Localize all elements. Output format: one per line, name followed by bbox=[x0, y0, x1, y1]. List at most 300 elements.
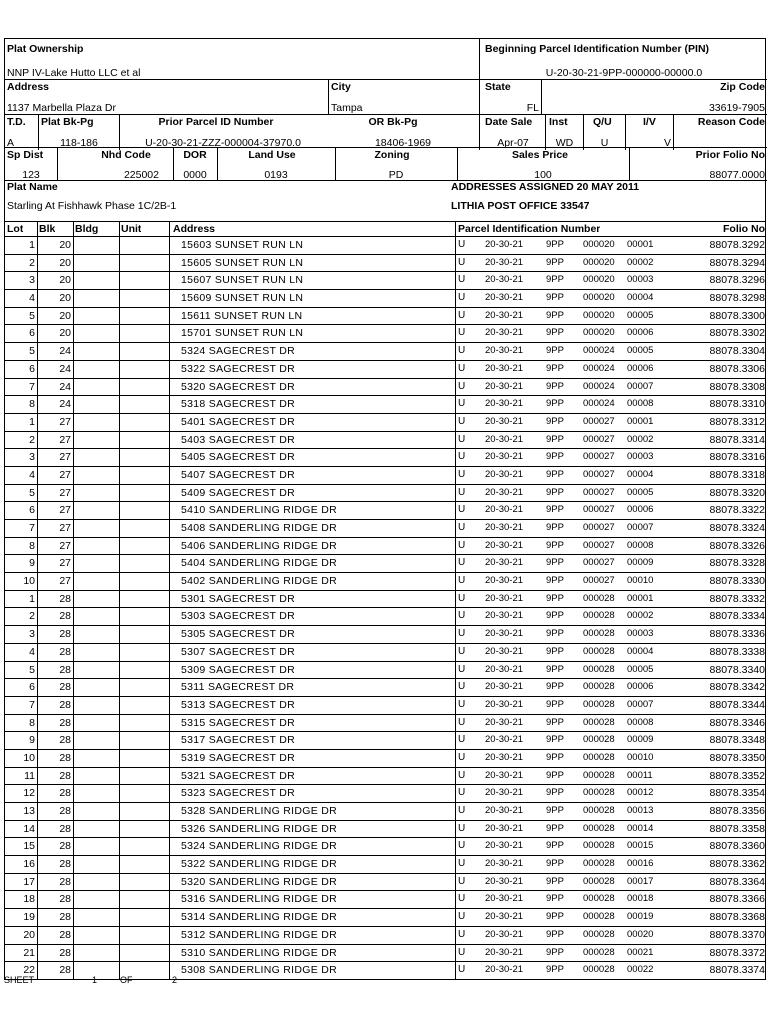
table-row bbox=[5, 750, 765, 768]
street-address: 5320 SANDERLING RIDGE DR bbox=[181, 876, 337, 888]
divider bbox=[455, 396, 456, 413]
block-number: 28 bbox=[59, 876, 71, 888]
date-sale-value: Apr-07 bbox=[497, 138, 529, 149]
divider bbox=[73, 255, 74, 272]
parcel-lot: 00002 bbox=[627, 434, 654, 445]
divider bbox=[119, 272, 120, 289]
divider bbox=[119, 467, 120, 484]
parcel-subdivision: 9PP bbox=[546, 735, 564, 745]
parcel-block: 000028 bbox=[583, 646, 615, 657]
block-number: 28 bbox=[59, 717, 71, 729]
divider bbox=[73, 608, 74, 625]
lot-number: 8 bbox=[29, 399, 35, 410]
table-row bbox=[5, 626, 765, 644]
divider bbox=[37, 927, 38, 944]
parcel-section: 20-30-21 bbox=[485, 965, 524, 975]
divider bbox=[37, 856, 38, 873]
plat-ownership-label: Plat Ownership bbox=[7, 44, 84, 55]
parcel-prefix: U bbox=[458, 558, 466, 569]
divider bbox=[455, 909, 456, 926]
parcel-block: 000028 bbox=[583, 823, 615, 834]
parcel-lot: 00003 bbox=[627, 452, 654, 462]
folio-number: 88078.3334 bbox=[709, 611, 765, 622]
divider bbox=[169, 732, 170, 749]
salesprice-label: Sales Price bbox=[511, 150, 569, 161]
street-address: 15701 SUNSET RUN LN bbox=[181, 328, 304, 339]
parcel-prefix: U bbox=[458, 823, 466, 834]
divider bbox=[169, 591, 170, 608]
divider bbox=[37, 732, 38, 749]
parcel-prefix: U bbox=[458, 876, 466, 887]
sheet-label: SHEET bbox=[4, 975, 35, 985]
folio-number: 88078.3352 bbox=[709, 770, 765, 782]
prior-parcel-label: Prior Parcel ID Number bbox=[158, 117, 274, 128]
parcel-lot: 00013 bbox=[627, 806, 654, 816]
divider bbox=[455, 573, 456, 590]
parcel-lot: 00004 bbox=[627, 293, 654, 303]
folio-number: 88078.3310 bbox=[709, 399, 765, 410]
block-number: 28 bbox=[59, 646, 71, 658]
parcel-lot: 00005 bbox=[627, 310, 654, 321]
divider bbox=[5, 180, 767, 181]
block-number: 27 bbox=[59, 469, 71, 481]
parcel-section: 20-30-21 bbox=[485, 381, 524, 391]
parcel-subdivision: 9PP bbox=[546, 912, 564, 922]
divider bbox=[169, 414, 170, 431]
parcel-block: 000020 bbox=[583, 310, 615, 321]
divider bbox=[455, 449, 456, 466]
divider bbox=[169, 838, 170, 855]
parcel-section: 20-30-21 bbox=[485, 540, 524, 551]
city-label: City bbox=[331, 82, 351, 93]
nhd-value: 225002 bbox=[123, 170, 159, 181]
divider bbox=[73, 785, 74, 802]
parcel-lot: 00009 bbox=[627, 558, 654, 568]
divider bbox=[37, 485, 38, 502]
folio-number: 88078.3320 bbox=[709, 487, 765, 499]
dor-value: 0000 bbox=[183, 170, 207, 181]
reason-label: Reason Code bbox=[697, 117, 765, 128]
divider bbox=[169, 573, 170, 590]
divider bbox=[73, 432, 74, 449]
inst-value: WD bbox=[555, 138, 574, 149]
divider bbox=[455, 715, 456, 732]
parcel-lot: 00003 bbox=[627, 275, 654, 285]
parcel-lot: 00005 bbox=[627, 346, 654, 356]
parcel-block: 000028 bbox=[583, 947, 615, 957]
folio-number: 88078.3354 bbox=[709, 788, 765, 799]
table-row bbox=[5, 343, 765, 361]
divider bbox=[455, 222, 456, 237]
street-address: 5307 SAGECREST DR bbox=[181, 646, 296, 658]
divider bbox=[37, 750, 38, 767]
divider bbox=[37, 962, 38, 979]
lot-number: 16 bbox=[23, 859, 35, 870]
parcel-subdivision: 9PP bbox=[546, 310, 564, 321]
prior-parcel-value: U-20-30-21-ZZZ-000004-37970.0 bbox=[145, 138, 301, 149]
td-label: T.D. bbox=[7, 117, 26, 128]
lot-number: 3 bbox=[29, 452, 35, 463]
divider bbox=[73, 272, 74, 289]
divider bbox=[73, 962, 74, 979]
divider bbox=[37, 768, 38, 785]
parcel-prefix: U bbox=[458, 416, 466, 427]
pin-value: U-20-30-21-9PP-000000-00000.0 bbox=[545, 68, 703, 79]
parcel-block: 000027 bbox=[583, 452, 615, 462]
divider bbox=[455, 821, 456, 838]
divider bbox=[119, 697, 120, 714]
divider bbox=[37, 361, 38, 378]
parcel-subdivision: 9PP bbox=[546, 593, 564, 604]
parcel-lot: 00005 bbox=[627, 487, 654, 498]
qu-label: Q/U bbox=[593, 117, 612, 128]
parcel-subdivision: 9PP bbox=[546, 788, 564, 798]
col-lot: Lot bbox=[7, 224, 24, 235]
divider bbox=[455, 644, 456, 661]
street-address: 5328 SANDERLING RIDGE DR bbox=[181, 806, 337, 817]
parcel-lot: 00018 bbox=[627, 894, 654, 904]
addresses-assigned: ADDRESSES ASSIGNED 20 MAY 2011 bbox=[451, 182, 640, 193]
folio-number: 88078.3302 bbox=[709, 328, 765, 339]
folio-number: 88078.3322 bbox=[709, 505, 765, 516]
divider bbox=[455, 485, 456, 502]
table-row bbox=[5, 379, 765, 397]
divider bbox=[119, 644, 120, 661]
divider bbox=[455, 750, 456, 767]
parcel-prefix: U bbox=[458, 770, 466, 781]
divider bbox=[73, 308, 74, 325]
street-address: 5315 SAGECREST DR bbox=[181, 717, 296, 729]
parcel-prefix: U bbox=[458, 699, 466, 710]
lot-number: 10 bbox=[23, 576, 35, 587]
folio-number: 88078.3338 bbox=[709, 646, 765, 658]
parcel-subdivision: 9PP bbox=[546, 876, 564, 887]
divider bbox=[73, 222, 74, 237]
parcel-section: 20-30-21 bbox=[485, 240, 524, 250]
parcel-lot: 00022 bbox=[627, 965, 654, 975]
parcel-section: 20-30-21 bbox=[485, 894, 524, 904]
divider bbox=[169, 874, 170, 891]
divider bbox=[119, 838, 120, 855]
divider bbox=[119, 803, 120, 820]
divider bbox=[37, 909, 38, 926]
lot-number: 5 bbox=[29, 310, 35, 322]
table-row bbox=[5, 891, 765, 909]
platname-label: Plat Name bbox=[7, 182, 58, 193]
parcel-block: 000028 bbox=[583, 752, 615, 763]
parcel-block: 000028 bbox=[583, 770, 615, 781]
lot-number: 6 bbox=[29, 505, 35, 516]
parcel-prefix: U bbox=[458, 593, 466, 604]
street-address: 5406 SANDERLING RIDGE DR bbox=[181, 540, 337, 552]
table-row bbox=[5, 432, 765, 450]
lot-table bbox=[4, 237, 766, 980]
divider bbox=[73, 856, 74, 873]
lot-number: 1 bbox=[29, 593, 35, 605]
lot-number: 5 bbox=[29, 346, 35, 357]
col-parcel: Parcel Identification Number bbox=[458, 224, 601, 235]
divider bbox=[455, 255, 456, 272]
divider bbox=[169, 945, 170, 962]
divider bbox=[455, 414, 456, 431]
divider bbox=[37, 467, 38, 484]
table-row bbox=[5, 308, 765, 326]
street-address: 15607 SUNSET RUN LN bbox=[181, 275, 304, 286]
parcel-lot: 00008 bbox=[627, 540, 654, 551]
block-number: 28 bbox=[59, 859, 71, 870]
lot-number: 2 bbox=[29, 611, 35, 622]
landuse-value: 0193 bbox=[264, 170, 288, 181]
parcel-block: 000020 bbox=[583, 240, 615, 250]
parcel-lot: 00007 bbox=[627, 699, 654, 710]
block-number: 20 bbox=[59, 240, 71, 251]
parcel-prefix: U bbox=[458, 664, 466, 675]
block-number: 28 bbox=[59, 894, 71, 905]
folio-number: 88078.3362 bbox=[709, 859, 765, 870]
divider bbox=[455, 591, 456, 608]
landuse-label: Land Use bbox=[248, 150, 296, 161]
divider bbox=[119, 308, 120, 325]
divider bbox=[73, 626, 74, 643]
parcel-prefix: U bbox=[458, 806, 466, 816]
folio-number: 88078.3300 bbox=[709, 310, 765, 322]
col-blk: Blk bbox=[39, 224, 56, 235]
parcel-lot: 00020 bbox=[627, 929, 654, 940]
date-sale-label: Date Sale bbox=[485, 117, 533, 128]
divider bbox=[169, 715, 170, 732]
table-row bbox=[5, 662, 765, 680]
lot-number: 1 bbox=[29, 240, 35, 251]
street-address: 5313 SAGECREST DR bbox=[181, 699, 296, 711]
parcel-section: 20-30-21 bbox=[485, 416, 524, 427]
block-number: 20 bbox=[59, 293, 71, 304]
plat-bkpg-value: 118-186 bbox=[60, 138, 98, 149]
lot-number: 18 bbox=[23, 894, 35, 905]
divider bbox=[37, 538, 38, 555]
folio-number: 88078.3348 bbox=[709, 735, 765, 746]
block-number: 28 bbox=[59, 947, 71, 958]
lot-number: 5 bbox=[29, 487, 35, 499]
block-number: 28 bbox=[59, 629, 71, 640]
parcel-lot: 00017 bbox=[627, 876, 654, 887]
table-row bbox=[5, 467, 765, 485]
parcel-subdivision: 9PP bbox=[546, 611, 564, 621]
priorfolio-value: 88077.0000 bbox=[709, 170, 765, 181]
parcel-subdivision: 9PP bbox=[546, 469, 564, 480]
parcel-section: 20-30-21 bbox=[485, 770, 524, 781]
parcel-section: 20-30-21 bbox=[485, 947, 524, 957]
block-number: 28 bbox=[59, 699, 71, 711]
parcel-prefix: U bbox=[458, 487, 466, 498]
folio-number: 88078.3350 bbox=[709, 752, 765, 764]
lot-number: 3 bbox=[29, 629, 35, 640]
divider bbox=[455, 343, 456, 360]
parcel-lot: 00006 bbox=[627, 682, 654, 692]
divider bbox=[73, 679, 74, 696]
table-row bbox=[5, 644, 765, 662]
parcel-block: 000027 bbox=[583, 558, 615, 568]
divider bbox=[37, 396, 38, 413]
table-row bbox=[5, 856, 765, 874]
parcel-block: 000028 bbox=[583, 929, 615, 940]
parcel-lot: 00006 bbox=[627, 363, 654, 374]
parcel-subdivision: 9PP bbox=[546, 770, 564, 781]
divider bbox=[37, 573, 38, 590]
parcel-prefix: U bbox=[458, 469, 466, 480]
divider bbox=[37, 679, 38, 696]
state-label: State bbox=[485, 82, 511, 93]
divider bbox=[455, 325, 456, 342]
divider bbox=[169, 891, 170, 908]
divider bbox=[119, 555, 120, 572]
folio-number: 88078.3342 bbox=[709, 682, 765, 693]
table-row bbox=[5, 538, 765, 556]
block-number: 27 bbox=[59, 505, 71, 516]
parcel-block: 000024 bbox=[583, 381, 615, 391]
parcel-subdivision: 9PP bbox=[546, 558, 564, 568]
parcel-section: 20-30-21 bbox=[485, 646, 524, 657]
or-bkpg-value: 18406-1969 bbox=[374, 138, 432, 149]
lot-number: 9 bbox=[29, 735, 35, 746]
block-number: 28 bbox=[59, 752, 71, 764]
divider bbox=[169, 644, 170, 661]
divider bbox=[169, 555, 170, 572]
table-row bbox=[5, 945, 765, 963]
table-row bbox=[5, 290, 765, 308]
parcel-subdivision: 9PP bbox=[546, 275, 564, 285]
parcel-subdivision: 9PP bbox=[546, 346, 564, 356]
lot-number: 6 bbox=[29, 328, 35, 339]
divider bbox=[73, 803, 74, 820]
street-address: 5410 SANDERLING RIDGE DR bbox=[181, 505, 337, 516]
parcel-prefix: U bbox=[458, 947, 466, 958]
divider bbox=[169, 679, 170, 696]
parcel-block: 000028 bbox=[583, 859, 615, 869]
parcel-block: 000028 bbox=[583, 788, 615, 798]
col-unit: Unit bbox=[121, 224, 142, 235]
parcel-subdivision: 9PP bbox=[546, 487, 564, 498]
divider bbox=[119, 379, 120, 396]
table-row bbox=[5, 608, 765, 626]
parcel-lot: 00010 bbox=[627, 576, 654, 586]
parcel-prefix: U bbox=[458, 859, 466, 870]
divider bbox=[169, 237, 170, 254]
divider bbox=[73, 821, 74, 838]
street-address: 5322 SANDERLING RIDGE DR bbox=[181, 859, 337, 870]
parcel-prefix: U bbox=[458, 717, 466, 728]
zip-label: Zip Code bbox=[720, 82, 765, 93]
divider bbox=[73, 396, 74, 413]
lot-number: 1 bbox=[29, 416, 35, 428]
table-row bbox=[5, 697, 765, 715]
divider bbox=[455, 662, 456, 679]
divider bbox=[37, 222, 38, 237]
parcel-lot: 00012 bbox=[627, 788, 654, 798]
divider bbox=[169, 538, 170, 555]
table-row bbox=[5, 325, 765, 343]
parcel-subdivision: 9PP bbox=[546, 752, 564, 763]
block-number: 28 bbox=[59, 912, 71, 923]
divider bbox=[119, 114, 120, 150]
divider bbox=[455, 785, 456, 802]
parcel-section: 20-30-21 bbox=[485, 664, 524, 674]
divider bbox=[119, 432, 120, 449]
divider bbox=[169, 697, 170, 714]
parcel-lot: 00003 bbox=[627, 629, 654, 639]
parcel-lot: 00021 bbox=[627, 947, 654, 957]
divider bbox=[73, 838, 74, 855]
city-value: Tampa bbox=[331, 103, 363, 114]
parcel-subdivision: 9PP bbox=[546, 664, 564, 674]
divider bbox=[479, 79, 480, 115]
block-number: 28 bbox=[59, 664, 71, 675]
parcel-lot: 00006 bbox=[627, 328, 654, 338]
divider bbox=[73, 290, 74, 307]
divider bbox=[73, 467, 74, 484]
parcel-lot: 00011 bbox=[627, 770, 653, 781]
divider bbox=[169, 449, 170, 466]
lot-number: 5 bbox=[29, 664, 35, 675]
divider bbox=[37, 555, 38, 572]
block-number: 20 bbox=[59, 310, 71, 322]
divider bbox=[455, 732, 456, 749]
parcel-block: 000027 bbox=[583, 416, 615, 427]
divider bbox=[37, 343, 38, 360]
folio-number: 88078.3304 bbox=[709, 346, 765, 357]
divider bbox=[169, 662, 170, 679]
parcel-prefix: U bbox=[458, 363, 466, 374]
folio-number: 88078.3356 bbox=[709, 806, 765, 817]
parcel-prefix: U bbox=[458, 275, 466, 286]
divider bbox=[119, 874, 120, 891]
parcel-block: 000028 bbox=[583, 806, 615, 816]
divider bbox=[37, 379, 38, 396]
parcel-subdivision: 9PP bbox=[546, 434, 564, 445]
divider bbox=[5, 147, 767, 148]
block-number: 28 bbox=[59, 682, 71, 693]
divider bbox=[541, 79, 542, 115]
divider bbox=[37, 520, 38, 537]
divider bbox=[119, 750, 120, 767]
divider bbox=[455, 502, 456, 519]
parcel-prefix: U bbox=[458, 399, 466, 410]
street-address: 5409 SAGECREST DR bbox=[181, 487, 296, 499]
folio-number: 88078.3340 bbox=[709, 664, 765, 675]
divider bbox=[169, 308, 170, 325]
folio-number: 88078.3326 bbox=[709, 540, 765, 552]
block-number: 28 bbox=[59, 611, 71, 622]
folio-number: 88078.3366 bbox=[709, 894, 765, 905]
address-label: Address bbox=[7, 82, 50, 93]
divider bbox=[73, 325, 74, 342]
parcel-section: 20-30-21 bbox=[485, 859, 524, 869]
parcel-prefix: U bbox=[458, 293, 466, 304]
divider bbox=[455, 856, 456, 873]
divider bbox=[169, 803, 170, 820]
parcel-prefix: U bbox=[458, 929, 466, 940]
block-number: 24 bbox=[59, 381, 71, 392]
sheet-number: 1 bbox=[92, 975, 98, 985]
table-row bbox=[5, 732, 765, 750]
divider bbox=[73, 573, 74, 590]
parcel-section: 20-30-21 bbox=[485, 558, 524, 568]
parcel-section: 20-30-21 bbox=[485, 682, 524, 692]
divider bbox=[37, 838, 38, 855]
iv-label: I/V bbox=[643, 117, 656, 128]
parcel-prefix: U bbox=[458, 576, 466, 587]
parcel-prefix: U bbox=[458, 841, 466, 852]
divider bbox=[37, 290, 38, 307]
